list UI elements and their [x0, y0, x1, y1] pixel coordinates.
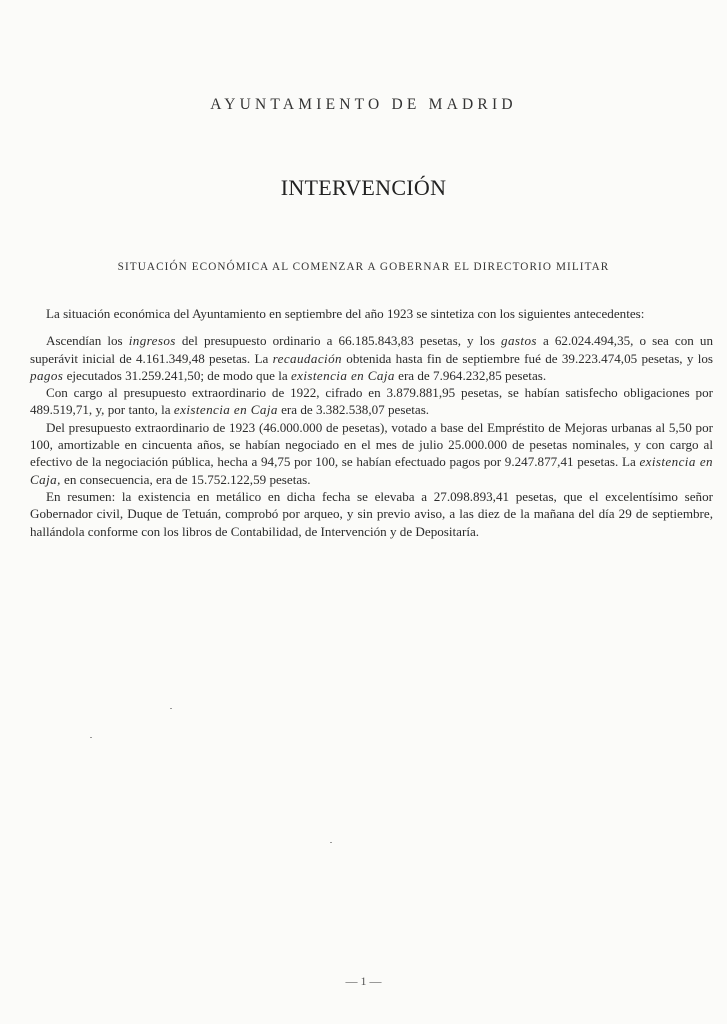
scan-speck: [90, 737, 92, 738]
page-number: — 1 —: [345, 974, 382, 988]
scan-speck: [330, 842, 332, 843]
header-ayuntamiento: AYUNTAMIENTO DE MADRID: [210, 96, 517, 113]
paragraph-presupuesto-1922: Con cargo al presupuesto extraordinario de 1922, cifrado en 3.879.881,95 pesetas, se habían satisfecho obligaciones por 489.519,71, y, por tanto, la existencia en Caja era de 3.382.538,07 pesetas.: [30, 385, 713, 418]
page-title: INTERVENCIÓN: [280, 175, 447, 200]
paragraph-intro: La situación económica del Ayuntamiento en septiembre del año 1923 se sintetiza con los siguientes antecedentes:: [46, 306, 645, 321]
section-subtitle: SITUACIÓN ECONÓMICA AL COMENZAR A GOBERNAR EL DIRECTORIO MILITAR: [117, 261, 610, 273]
paragraph-resumen: En resumen: la existencia en metálico en dicha fecha se elevaba a 27.098.893,41 pesetas, que el excelentísimo señor Gobernador civil, Duque de Tetuán, comprobó por arqueo, y sin previo aviso, a las diez de la mañana del día 29 de septiembre, hallándola conforme con los libros de Contabilidad, de Intervención y de Depositaría.: [30, 488, 713, 539]
scan-speck: [170, 708, 172, 709]
body-text: [30, 305, 713, 540]
paragraph-ingresos: Ascendían los ingresos del presupuesto ordinario a 66.185.843,83 pesetas, y los gastos a 62.024.494,35, o sea con un superávit inicial de 4.161.349,48 pesetas. La recaudación obtenida hasta fin de septiembre fué de 39.223.474,05 pesetas, y los pagos ejecutados 31.259.241,50; de modo que la existencia en Caja era de 7.964.232,85 pesetas.: [30, 333, 714, 383]
paragraph-presupuesto-1923: Del presupuesto extraordinario de 1923 (46.000.000 de pesetas), votado a base del Empréstito de Mejoras urbanas al 5,50 por 100, amortizable en cincuenta años, se habían negociado en el mes de julio 25.000.000 de pesetas nominales, y con cargo al efectivo de la negociación pública, hecha a 94,75 por 100, se habían efectuado pagos por 9.247.877,41 pesetas. La existencia en Caja, en consecuencia, era de 15.752.122,59 pesetas.: [30, 419, 714, 487]
